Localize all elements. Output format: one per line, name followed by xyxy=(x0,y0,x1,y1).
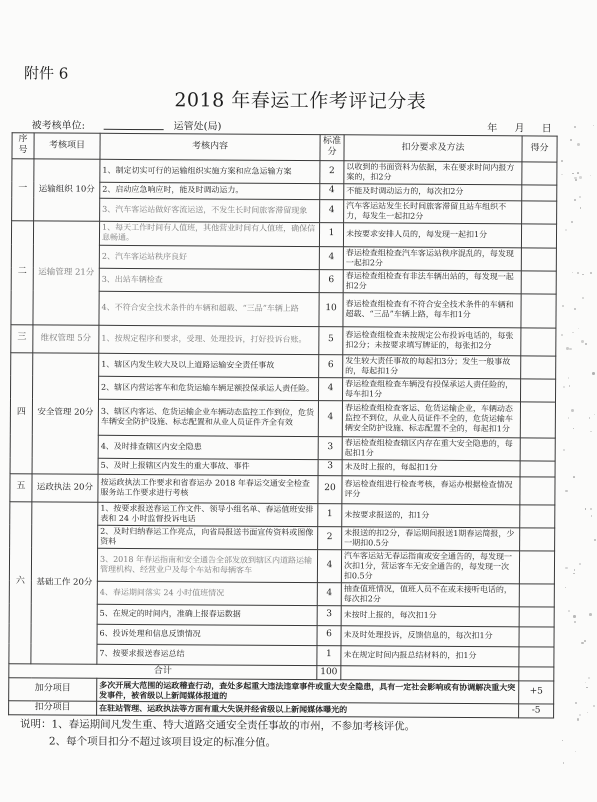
score-cell: 2 xyxy=(320,160,344,183)
result-cell xyxy=(521,247,556,270)
scan-speck xyxy=(565,567,567,569)
result-cell xyxy=(519,550,554,583)
unit-line xyxy=(32,116,552,133)
scan-speck xyxy=(577,718,579,720)
requirement-cell: 未及时处理投诉，反馈信息的，每次扣1分 xyxy=(341,625,519,646)
content-cell: 1、每天工作时间有人值班，其他营业时间有人值班，确保信息畅通。 xyxy=(99,221,319,246)
scan-speck xyxy=(573,573,574,574)
score-cell: 1 xyxy=(317,645,341,665)
result-cell xyxy=(520,527,555,550)
scan-speck xyxy=(569,348,571,350)
result-cell xyxy=(521,293,556,327)
unit-label: 被考核单位: xyxy=(31,120,86,132)
result-cell xyxy=(522,200,557,223)
result-cell xyxy=(519,583,554,606)
score-cell: 2 xyxy=(318,526,342,549)
requirement-cell: 汽车客运站发生长时间旅客滞留且站车组织不力，每发生一起扣2分 xyxy=(344,199,522,223)
evaluation-table xyxy=(8,132,558,718)
score-cell: 3 xyxy=(318,436,342,459)
requirement-cell: 春运检查组检查车辆没有投保承运人责任险的，每车扣1分 xyxy=(342,377,520,401)
total-req-cell xyxy=(341,665,519,680)
scan-speck xyxy=(573,615,575,617)
scan-speck xyxy=(574,621,576,623)
note-1: 说明：1、春运期间凡发生重、特大道路交通安全责任事故的市州，不参加考核评优。 xyxy=(19,718,416,733)
deduct-score: -5 xyxy=(519,704,554,718)
bonus-score: +5 xyxy=(519,681,554,704)
scan-speck xyxy=(590,431,591,432)
scan-speck xyxy=(590,508,592,510)
score-cell: 1 xyxy=(319,222,343,246)
deduct-row xyxy=(9,700,554,718)
scan-speck xyxy=(593,705,595,707)
requirement-cell: 未报送的扣2分，春运期间报送1期春运简报，少一期扣0.5分 xyxy=(342,526,520,550)
scan-speck xyxy=(579,176,582,179)
section-item: 维权管理 5分 xyxy=(33,324,99,352)
table-row xyxy=(11,352,556,378)
scan-speck xyxy=(568,610,570,612)
section-item: 运输管理 21分 xyxy=(33,220,100,324)
total-score: 100 xyxy=(317,665,341,679)
content-cell: 5、在规定的时间内，准确上报春运数据 xyxy=(97,604,317,625)
result-cell xyxy=(520,476,555,504)
scan-speck xyxy=(573,476,575,478)
header-content: 考核内容 xyxy=(100,133,320,160)
scan-speck xyxy=(579,714,581,716)
result-cell xyxy=(520,504,555,527)
requirement-cell: 未按时上报的，每次扣1分 xyxy=(341,605,519,626)
result-cell xyxy=(521,223,556,247)
score-cell: 10 xyxy=(319,292,343,326)
result-cell xyxy=(520,378,555,401)
table-row xyxy=(11,324,556,355)
scan-speck xyxy=(574,569,575,570)
content-cell: 3、2018 年春运指南和安全通告全部发放到辖区内道路运输管理机构、经营业户及每个车站和每辆客车 xyxy=(97,548,317,582)
content-cell: 4、不符合安全技术条件的车辆和超载、“三品”车辆上路 xyxy=(99,291,319,326)
scan-speck xyxy=(574,126,576,128)
requirement-cell: 春运检查组进行检查考核，春运办根据检查情况评分 xyxy=(342,475,520,504)
deduct-text: 在驻站管理、运政执法等方面有重大失误并经省级以上新闻媒体曝光的 xyxy=(97,701,519,718)
requirement-cell: 未在规定时间内报总结材料的，扣1分 xyxy=(341,645,519,666)
section-item: 运政执法 20分 xyxy=(32,473,98,501)
score-cell: 1 xyxy=(318,503,342,526)
score-cell: 4 xyxy=(318,400,342,436)
scan-speck xyxy=(562,305,564,307)
scan-speck xyxy=(577,172,579,174)
section-item: 运输组织 10分 xyxy=(34,158,100,220)
result-cell xyxy=(520,401,555,437)
header-req: 扣分要求及方法 xyxy=(344,135,522,162)
score-cell: 4 xyxy=(317,549,341,582)
content-cell: 1、按要求报送春运工作文件、领导小组名单、春运值班安排表和 24 小时监督投诉电话 xyxy=(98,502,318,526)
total-label: 合计 xyxy=(9,663,317,679)
scan-speck xyxy=(586,687,588,689)
unit-suffix: 运管处(局) xyxy=(173,121,222,133)
score-cell: 4 xyxy=(320,183,344,199)
section-number: 一 xyxy=(12,158,34,220)
requirement-cell: 未及时上报的，每起扣1分 xyxy=(342,459,520,476)
result-cell xyxy=(520,437,555,460)
unit-blank xyxy=(104,129,164,130)
result-cell xyxy=(519,646,554,666)
content-cell: 1、制定切实可行的运输组织实施方案和应急运输方案 xyxy=(100,159,320,183)
bonus-label: 加分项目 xyxy=(9,677,97,701)
scan-speck xyxy=(574,308,576,310)
date-label: 年 月 日 xyxy=(487,123,552,135)
table-row xyxy=(10,473,555,504)
header-result: 得分 xyxy=(522,136,557,162)
score-cell: 5 xyxy=(319,326,343,354)
result-cell xyxy=(519,606,554,626)
requirement-cell: 汽车客运站无春运指南或安全通告的，每发现一次扣1分，营运客车无安全通告的，每发现一次扣0.5分 xyxy=(341,549,519,583)
requirement-cell: 不能及时调动运力的，每次扣2分 xyxy=(344,183,522,200)
result-cell xyxy=(522,161,557,184)
scan-speck xyxy=(568,417,569,418)
section-number: 三 xyxy=(11,324,33,352)
requirement-cell: 春运检查组检查汽车客运站秩序混乱的，每发现一起扣2分 xyxy=(343,246,521,270)
requirement-cell: 春运检查组检查未按规定公布投诉电话的，每张扣2分；未按要求填写牌证的，每张扣2分 xyxy=(343,326,521,355)
scan-speck xyxy=(585,343,587,345)
scan-speck xyxy=(561,160,563,162)
header-no: 序号 xyxy=(12,133,34,159)
result-cell xyxy=(521,270,556,293)
score-cell: 6 xyxy=(319,269,343,292)
table-row xyxy=(10,501,555,527)
requirement-cell: 春运检查组检查辖区内存在重大安全隐患的，每起扣1分 xyxy=(342,436,520,460)
requirement-cell: 未按要求安排人员的，每发现一起扣1分 xyxy=(343,222,521,247)
content-cell: 按运政执法工作要求和省春运办 2018 年春运交通安全检查服务站工作要求进行考核 xyxy=(98,474,318,503)
scan-speck xyxy=(572,173,574,175)
content-cell: 2、汽车客运站秩序良好 xyxy=(99,245,319,269)
result-cell xyxy=(521,327,556,355)
note-2: 2、每个项目扣分不超过该项目设定的标准分值。 xyxy=(48,735,277,749)
table-row xyxy=(12,158,557,184)
score-cell: 20 xyxy=(318,475,342,503)
bonus-row xyxy=(9,677,554,703)
score-cell: 4 xyxy=(317,582,341,605)
score-cell: 4 xyxy=(319,246,343,269)
section-number: 五 xyxy=(10,473,32,501)
requirement-cell: 抽查值班情况，值班人员不在或未接听电话的，每次扣2分 xyxy=(341,582,519,606)
scan-speck xyxy=(582,274,583,275)
scan-speck xyxy=(585,508,586,509)
result-cell xyxy=(520,460,555,476)
section-item: 安全管理 20分 xyxy=(32,352,99,473)
content-cell: 4、春运期间落实 24 小时值班情况 xyxy=(97,581,317,605)
scan-speck xyxy=(590,175,591,176)
section-number: 四 xyxy=(10,352,33,473)
score-cell: 6 xyxy=(319,354,343,377)
score-cell: 6 xyxy=(317,625,341,645)
scan-speck xyxy=(561,334,563,336)
score-cell: 3 xyxy=(318,459,342,475)
deduct-label: 扣分项目 xyxy=(9,700,97,715)
score-cell: 4 xyxy=(318,377,342,400)
requirement-cell: 春运检查组检查有非法车辆出站的，每发现一起扣2分 xyxy=(343,269,521,293)
content-cell: 2、启动应急响应时，能及时调动运力。 xyxy=(100,182,320,199)
content-cell: 1、按规定程序和要求，受理、处理投诉，打好投诉台账。 xyxy=(99,325,319,354)
header-score: 标准分 xyxy=(320,135,344,161)
requirement-cell: 未按要求报送的，扣1分 xyxy=(342,503,520,527)
result-cell xyxy=(522,184,557,200)
content-cell: 3、出站车辆检查 xyxy=(99,268,319,292)
requirement-cell: 发生较大责任事故的每起扣3分；发生一般事故的，每起扣1分 xyxy=(343,354,521,378)
scan-speck xyxy=(585,682,586,683)
requirement-cell: 以收到的书面资料为依据，未在要求时间内报方案的，扣2分 xyxy=(344,160,522,184)
table-body xyxy=(9,158,557,718)
content-cell: 5、及时上报辖区内发生的重大事故、事件 xyxy=(98,458,318,475)
result-cell xyxy=(521,355,556,378)
content-cell: 7、按要求报送春运总结 xyxy=(97,644,317,665)
attachment-label: 附件 6 xyxy=(23,64,69,83)
content-cell: 2、及时归纳春运工作亮点，向省局报送书面宣传资料或图像资料 xyxy=(98,525,318,549)
content-cell: 4、及时排查辖区内安全隐患 xyxy=(98,435,318,459)
scan-speck xyxy=(590,272,592,274)
requirement-cell: 春运检查组检查客运、危货运输企业，车辆动态监控不到位，从业人员证件不全的，危货运输车辆安全防护设施、标志配置不全的，每起扣1分 xyxy=(342,400,520,437)
content-cell: 6、投诉处理和信息反馈情况 xyxy=(97,624,317,645)
page-title: 2018 年春运工作考评记分表 xyxy=(174,89,427,113)
section-number: 二 xyxy=(11,220,34,324)
table-row xyxy=(11,220,556,247)
score-cell: 4 xyxy=(320,199,344,222)
notes xyxy=(20,716,560,753)
section-number: 六 xyxy=(9,501,32,663)
requirement-cell: 春运检查组检查有不符合安全技术条件的车辆和超载、“三品”车辆上路，每车扣1分 xyxy=(343,292,521,327)
header-item: 考核项目 xyxy=(34,133,100,159)
content-cell: 1、辖区内发生较大及以上道路运输安全责任事故 xyxy=(99,353,319,377)
scan-speck xyxy=(566,347,569,350)
content-cell: 3、汽车客运站做好客流运送，不发生长时间旅客滞留现象 xyxy=(100,198,320,222)
content-cell: 2、辖区内营运客车和危货运输车辆足额投保承运人责任险。 xyxy=(99,376,319,400)
scan-speck xyxy=(584,640,586,642)
total-result-cell xyxy=(519,666,554,680)
scan-speck xyxy=(565,490,567,492)
table-header-row xyxy=(12,133,557,162)
bonus-text: 多次开展大范围的运政稽查行动，查处多起重大违法违章事件或重大安全隐患，具有一定社会影响或有协调解决重大突发事件，被省级以上新闻媒体报道的 xyxy=(97,678,519,704)
scan-speck xyxy=(579,563,581,565)
section-item: 基础工作 20分 xyxy=(31,501,98,663)
content-cell: 3、辖区内客运、危货运输企业车辆动态监控工作到位，危货车辆安全防护设施、标志配置和从业人员证件齐全有效 xyxy=(98,399,318,436)
scan-speck xyxy=(581,340,584,343)
scan-speck xyxy=(570,139,571,140)
result-cell xyxy=(519,626,554,646)
score-cell: 3 xyxy=(317,605,341,625)
